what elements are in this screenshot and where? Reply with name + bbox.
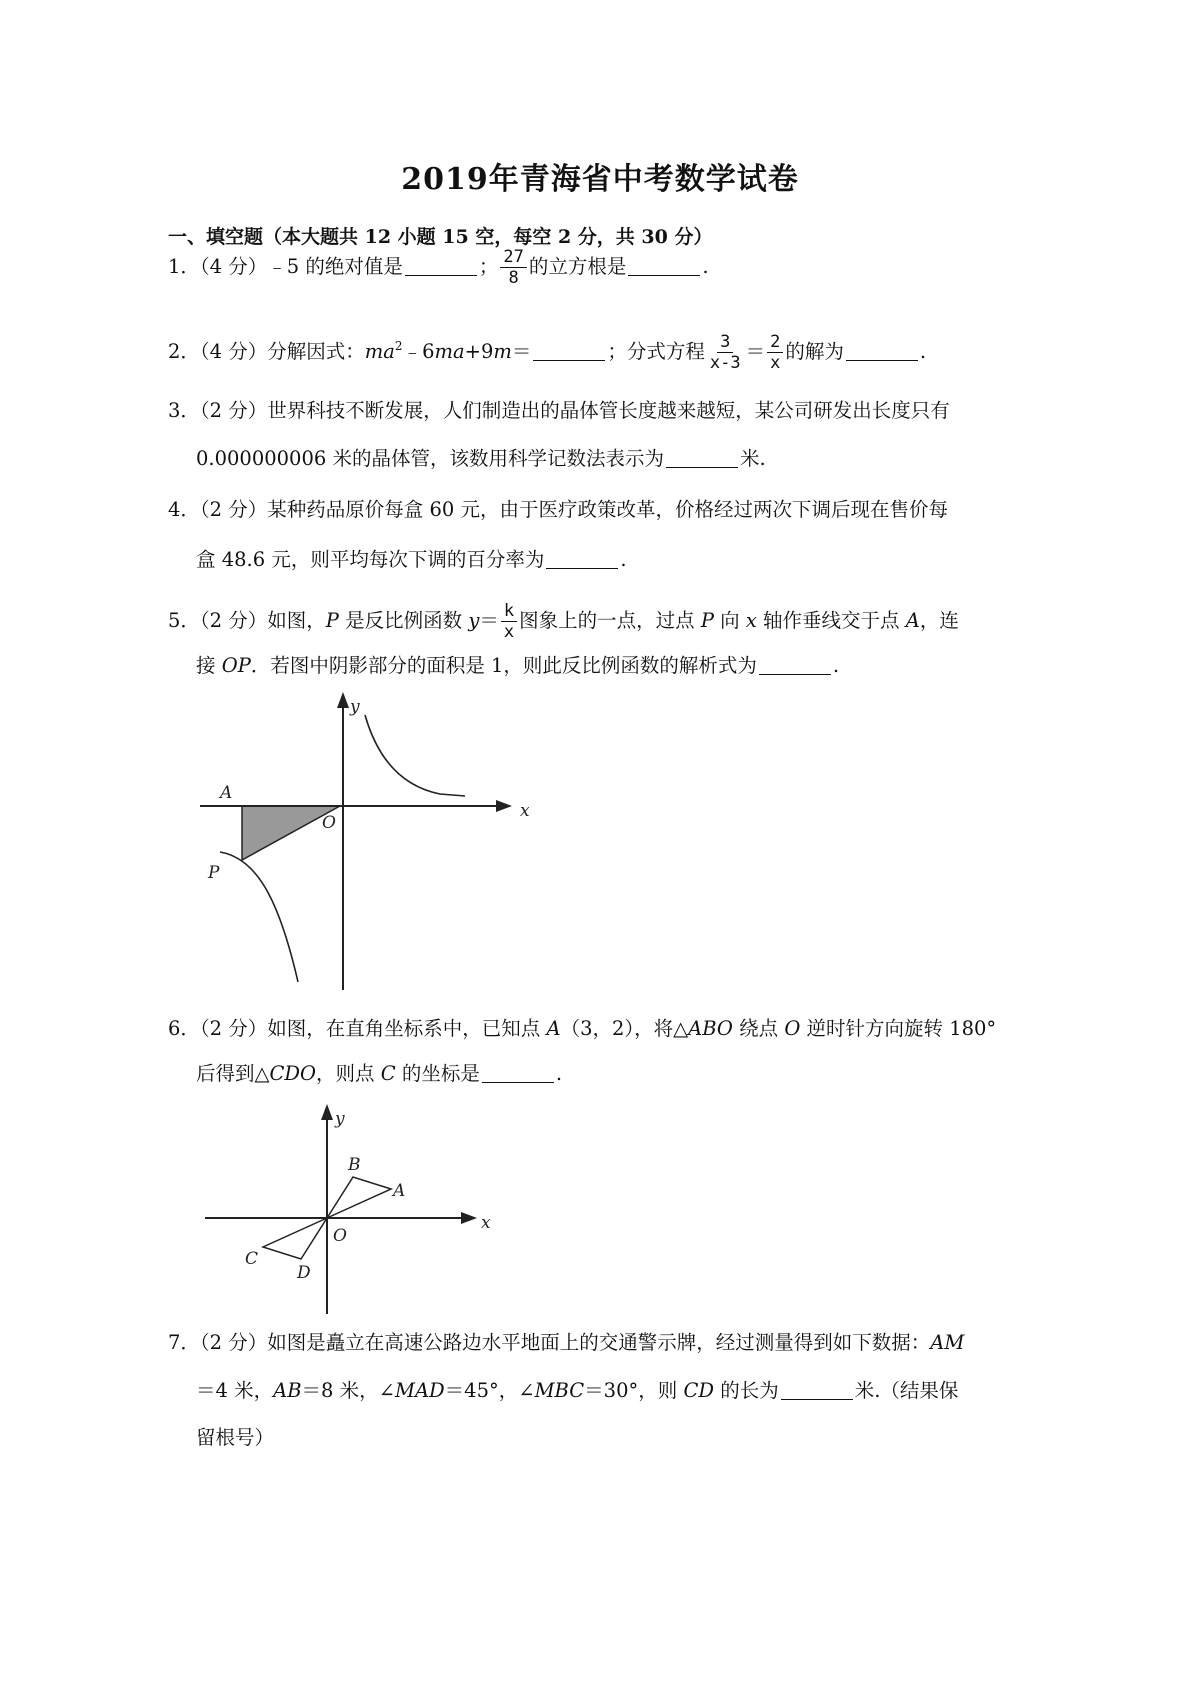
q1-answer-blank-1[interactable] <box>405 255 477 276</box>
question-7-line-3 <box>196 1423 274 1453</box>
q7-number: 7． <box>168 1331 200 1354</box>
q7-mad: MAD <box>394 1379 445 1402</box>
q1-score: （4 分） <box>199 255 268 278</box>
q2-answer-blank-1[interactable] <box>533 340 605 361</box>
q7-line-2-f: 米.（结果保 <box>854 1379 959 1402</box>
q4-end: . <box>620 548 627 571</box>
q2-frac2-numerator: 2 <box>767 332 783 353</box>
q3-line-1: 世界科技不断发展，人们制造出的晶体管长度越来越短，某公司研发出长度只有 <box>267 399 950 422</box>
question-3-line-1 <box>168 396 950 426</box>
q6-end: . <box>555 1062 563 1085</box>
fig5-x-axis-arrow <box>496 800 512 812</box>
q2-fraction-1 <box>707 332 744 373</box>
fig6-label-a: A <box>393 1181 406 1201</box>
q7-score: （2 分） <box>199 1331 268 1354</box>
page-title: 2019年青海省中考数学试卷 <box>401 162 799 197</box>
fig5-label-y: y <box>350 697 360 717</box>
q5-text-b: 是反比例函数 <box>338 609 469 632</box>
q6-text-b: （3，2），将△ <box>560 1017 689 1040</box>
q6-abo: ABO <box>688 1017 733 1040</box>
q2-expr-2: ﹣6 <box>402 340 435 363</box>
q2-expr-3: ma <box>434 340 465 363</box>
q5-p: P <box>325 609 339 632</box>
q4-score: （2 分） <box>199 498 268 521</box>
fig6-label-b: B <box>348 1155 361 1175</box>
q6-text-d: 逆时针方向旋转 180° <box>800 1017 997 1040</box>
q5-op: OP <box>221 654 251 677</box>
q3-score: （2 分） <box>199 399 268 422</box>
fig6-label-c: C <box>245 1249 259 1269</box>
q7-line-1-a: 如图是矗立在高速公路边水平地面上的交通警示牌，经过测量得到如下数据： <box>267 1331 931 1354</box>
q6-number: 6． <box>168 1017 200 1040</box>
q1-answer-blank-2[interactable] <box>628 255 700 276</box>
fig6-label-x: x <box>481 1213 491 1233</box>
q6-cdo: CDO <box>269 1062 317 1085</box>
question-7-line-2 <box>196 1376 958 1406</box>
q2-frac2-denominator: x <box>770 353 781 373</box>
q7-line-2-e: 的长为 <box>714 1379 779 1402</box>
q6-o: O <box>784 1017 801 1040</box>
q5-equals: ＝ <box>479 609 499 632</box>
q5-text-c: 图象上的一点，过点 <box>519 609 701 632</box>
q5-fraction <box>501 601 517 642</box>
q1-text-b: 的立方根是 <box>528 255 627 278</box>
q5-x: x <box>745 609 757 632</box>
q1-sep: ； <box>478 255 499 278</box>
fig6-triangle-abo <box>327 1177 391 1218</box>
question-2 <box>168 331 926 373</box>
q5-a: A <box>905 609 920 632</box>
q2-answer-blank-2[interactable] <box>846 340 918 361</box>
question-5-line-1 <box>168 601 959 642</box>
q7-line-2-c: ＝45°，∠ <box>444 1379 535 1402</box>
question-4-line-2 <box>196 545 627 575</box>
fig5-label-a: A <box>220 783 233 803</box>
q5-line-2-b: ．若图中阴影部分的面积是 1，则此反比例函数的解析式为 <box>250 654 757 677</box>
fig6-y-axis-arrow <box>321 1104 333 1120</box>
fig5-y-axis-arrow <box>337 692 349 708</box>
q2-sep: ；分式方程 <box>607 340 705 363</box>
q2-expr-4: +9 <box>464 340 494 363</box>
question-5-line-2 <box>196 651 839 681</box>
question-6-line-2 <box>196 1059 562 1089</box>
question-1 <box>168 247 709 288</box>
question-4-line-1 <box>168 495 948 525</box>
q1-end: . <box>702 255 709 278</box>
q1-text-a: ﹣5 的绝对值是 <box>267 255 403 278</box>
q6-text-a: 如图，在直角坐标系中，已知点 <box>267 1017 547 1040</box>
q5-text-f: ，连 <box>919 609 959 632</box>
q5-p2: P <box>700 609 714 632</box>
q5-text-e: 轴作垂线交于点 <box>756 609 906 632</box>
section-heading: 一、填空题（本大题共 12 小题 15 空，每空 2 分，共 30 分） <box>168 226 713 248</box>
q7-line-2-d: ＝30°，则 <box>584 1379 684 1402</box>
q7-mbc: MBC <box>534 1379 585 1402</box>
q6-line-2-c: 的坐标是 <box>395 1062 480 1085</box>
q5-text-a: 如图， <box>267 609 326 632</box>
q7-ab: AB <box>273 1379 302 1402</box>
fig6-label-o: O <box>333 1226 347 1246</box>
question-3-line-2 <box>196 444 766 474</box>
q7-line-2-a: ＝4 米， <box>196 1379 274 1402</box>
q1-frac-numerator: 27 <box>500 247 526 268</box>
fig5-curve-q1 <box>365 715 465 796</box>
q4-answer-blank[interactable] <box>546 548 618 569</box>
q2-text-a: 分解因式： <box>267 340 365 363</box>
q1-frac-denominator: 8 <box>508 268 519 288</box>
question-7-line-1 <box>168 1328 964 1358</box>
q2-frac1-denominator: x-3 <box>709 353 741 373</box>
q3-number: 3． <box>168 399 200 422</box>
fig6-x-axis-arrow <box>461 1212 477 1224</box>
q2-expr-5: m <box>493 340 512 363</box>
q5-answer-blank[interactable] <box>759 654 831 675</box>
q2-end: . <box>919 340 927 363</box>
q2-frac1-numerator: 3 <box>717 332 733 353</box>
q6-line-2-a: 后得到△ <box>196 1062 270 1085</box>
question-6-line-1 <box>168 1014 996 1044</box>
q2-number: 2． <box>168 340 200 363</box>
q4-line-2: 盒 48.6 元，则平均每次下调的百分率为 <box>196 548 545 571</box>
q3-line-2-b: 米. <box>739 447 766 470</box>
q6-line-2-b: ，则点 <box>316 1062 381 1085</box>
q1-number: 1． <box>168 255 200 278</box>
q2-text-b: 的解为 <box>785 340 844 363</box>
fig6-triangle-cdo <box>263 1218 327 1259</box>
q6-answer-blank[interactable] <box>482 1062 554 1083</box>
q4-line-1: 某种药品原价每盒 60 元，由于医疗政策改革，价格经过两次下调后现在售价每 <box>267 498 948 521</box>
q6-c: C <box>380 1062 396 1085</box>
q7-answer-blank[interactable] <box>781 1379 853 1400</box>
q5-line-2-a: 接 <box>196 654 222 677</box>
q7-cd: CD <box>683 1379 714 1402</box>
fig5-label-x: x <box>520 801 530 821</box>
q5-frac-denominator: x <box>503 622 515 642</box>
q5-end: . <box>832 654 840 677</box>
q3-line-2-a: 0.000000006 米的晶体管，该数用科学记数法表示为 <box>196 447 664 470</box>
q4-number: 4． <box>168 498 200 521</box>
q5-frac-numerator: k <box>501 601 517 622</box>
q2-exponent: 2 <box>394 339 403 353</box>
fig5-curve-q3 <box>220 852 298 982</box>
q5-number: 5． <box>168 609 200 632</box>
q3-answer-blank[interactable] <box>666 447 738 468</box>
figure-q5-hyperbola <box>200 690 540 990</box>
q2-fraction-2 <box>767 332 783 373</box>
fig5-label-o: O <box>322 813 336 833</box>
fig6-label-d: D <box>297 1263 311 1283</box>
q6-a: A <box>546 1017 561 1040</box>
q6-text-c: 绕点 <box>732 1017 785 1040</box>
fig5-label-p: P <box>208 863 220 883</box>
q1-fraction <box>500 247 526 288</box>
q7-am: AM <box>930 1331 965 1354</box>
q2-expr-6: ＝ <box>511 340 532 363</box>
q2-expr-1: ma <box>364 340 395 363</box>
q5-score: （2 分） <box>199 609 268 632</box>
q5-y: y <box>468 609 480 632</box>
figure-q6-rotation <box>205 1100 495 1315</box>
q6-score: （2 分） <box>199 1017 268 1040</box>
q2-score: （4 分） <box>199 340 268 363</box>
fig6-label-y: y <box>335 1109 345 1129</box>
q2-equals: ＝ <box>745 340 766 363</box>
q7-line-2-b: ＝8 米，∠ <box>301 1379 395 1402</box>
q7-line-3: 留根号） <box>196 1426 275 1449</box>
q5-text-d: 向 <box>713 609 746 632</box>
